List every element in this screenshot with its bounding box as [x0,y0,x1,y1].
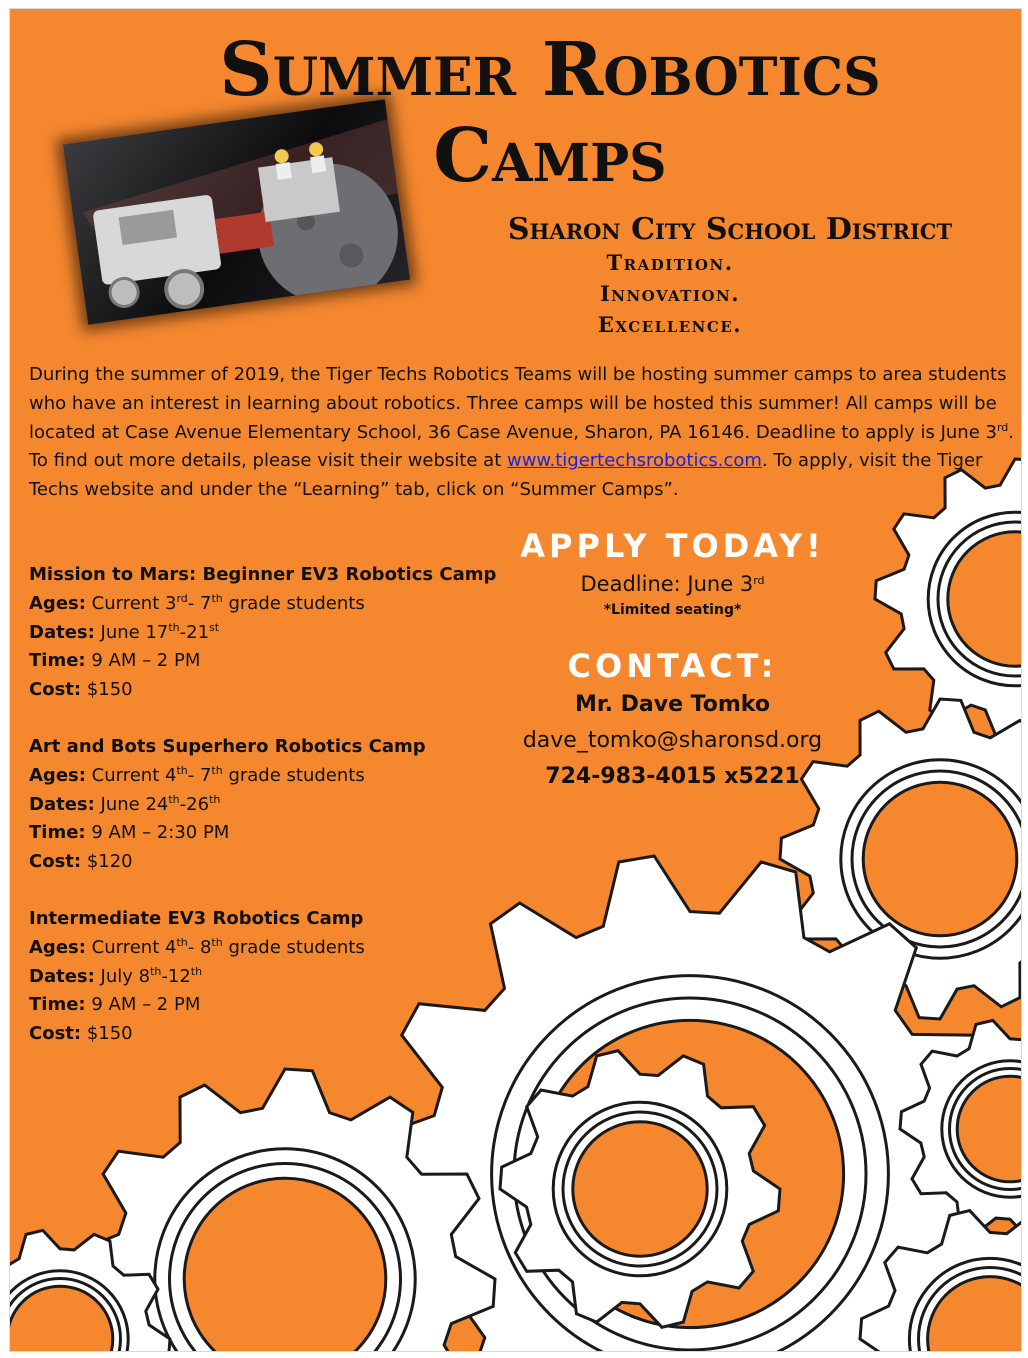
intro-text-3: . To apply, visit the Tiger Techs website and under the “Learning” tab, click on “Summer Camps”. [29,450,983,501]
dates-text: June 17 [94,621,169,643]
dates-sup: th [168,792,180,806]
ages-sup: th [211,935,223,949]
ages-text: - 7 [187,764,212,786]
camp-dates [29,963,549,992]
ages-text: Current 4 [85,764,177,786]
time-label: Time: [29,994,86,1016]
camp-dates [29,791,549,820]
cost-text: $150 [81,1023,133,1045]
ages-text: grade students [222,592,365,614]
camp-name: Mission to Mars: Beginner EV3 Robotics Camp [29,564,497,585]
ages-text: - 7 [187,592,212,614]
camp-time [29,819,549,848]
ages-sup: th [176,763,188,777]
ages-label: Ages: [29,592,86,614]
limited-seating: *Limited seating* [603,602,742,618]
camp-ages [29,934,549,963]
intro-sup: rd [996,420,1009,434]
dates-sup: th [150,964,162,978]
apply-heading: APPLY TODAY! [520,527,825,565]
time-label: Time: [29,650,86,672]
intro-text-1: During the summer of 2019, the Tiger Techs Robotics Teams will be hosting summer camps to area students who have an interest in learning about robotics. Three camps will be hosted this summer! All camps will be located at Case Avenue Elementary School, 36 Case Avenue, Sharon, PA 16146. Deadline to apply is June 3 [29,364,1007,443]
time-label: Time: [29,822,86,844]
contact-heading: CONTACT: [567,647,778,685]
motto-innovation: Innovation. [599,281,741,306]
time-text: 9 AM – 2:30 PM [85,822,230,844]
title-line-1: Summer Robotics [219,27,881,113]
ages-sup: th [211,763,223,777]
dates-label: Dates: [29,621,95,643]
ages-label: Ages: [29,936,86,958]
dates-text: July 8 [94,965,151,987]
dates-label: Dates: [29,965,95,987]
cost-label: Cost: [29,1023,82,1045]
flyer-page [9,8,1022,1352]
dates-sup: st [209,620,220,634]
camp-block [29,733,549,877]
website-link[interactable]: www.tigertechsrobotics.com [506,450,762,472]
camp-block [29,905,549,1049]
dates-text: June 24 [94,793,169,815]
camp-name: Intermediate EV3 Robotics Camp [29,908,364,929]
ages-text: grade students [222,764,365,786]
dates-text: -26 [179,793,210,815]
intro-text-2: . To find out more details, please visit their website at [29,421,1014,472]
cost-label: Cost: [29,679,82,701]
deadline-text: Deadline: June 3 [580,572,754,596]
ages-label: Ages: [29,764,86,786]
cost-text: $150 [81,679,133,701]
camp-dates [29,619,549,648]
ages-text: - 8 [187,936,212,958]
ages-sup: th [211,591,223,605]
camp-time [29,991,549,1020]
dates-sup: th [209,792,221,806]
district-name: Sharon City School District [507,212,953,247]
ages-sup: th [176,935,188,949]
cost-label: Cost: [29,851,82,873]
dates-label: Dates: [29,793,95,815]
ages-text: grade students [222,936,365,958]
title-line-2: Camps [433,113,667,199]
time-text: 9 AM – 2 PM [85,650,201,672]
camp-cost [29,848,549,877]
ages-sup: rd [176,591,188,605]
time-text: 9 AM – 2 PM [85,994,201,1016]
dates-text: -12 [161,965,191,987]
camp-name: Art and Bots Superhero Robotics Camp [29,736,426,757]
intro-paragraph [29,361,1014,505]
ages-text: Current 3 [85,592,177,614]
deadline-sup: rd [753,574,765,587]
motto-excellence: Excellence. [597,312,743,337]
contact-name: Mr. Dave Tomko [575,692,770,717]
deadline-line [450,572,895,596]
dates-sup: th [168,620,180,634]
motto-tradition: Tradition. [606,250,734,275]
contact-email[interactable]: dave_tomko@sharonsd.org [522,728,823,753]
dates-sup: th [190,964,203,978]
dates-text: -21 [179,621,210,643]
cost-text: $120 [81,851,133,873]
camp-cost [29,1020,549,1049]
contact-phone[interactable]: 724-983-4015 x5221 [545,764,800,789]
ages-text: Current 4 [85,936,177,958]
